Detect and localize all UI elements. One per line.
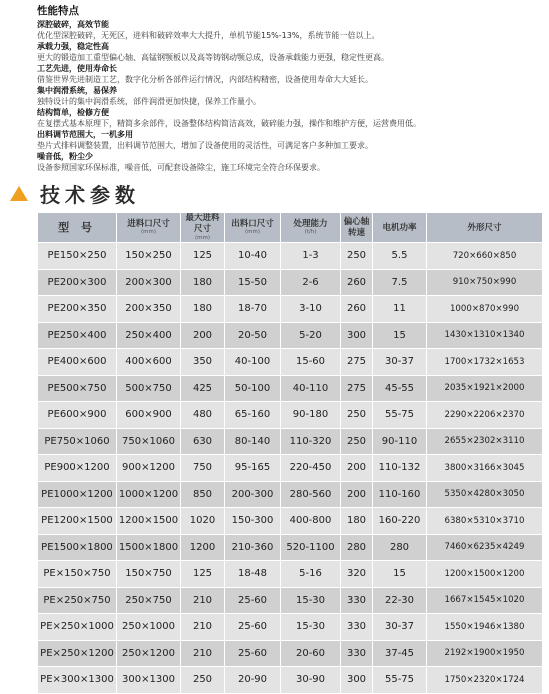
features-section — [37, 4, 542, 173]
table-cell: 200×350 — [117, 296, 181, 323]
column-header — [181, 213, 225, 243]
table-cell: 30-37 — [373, 349, 427, 376]
table-cell: 40-100 — [225, 349, 281, 376]
column-header — [427, 213, 543, 243]
table-cell: 15 — [373, 561, 427, 588]
table-cell: 18-48 — [225, 561, 281, 588]
table-cell: PE×250×1200 — [38, 640, 117, 667]
table-cell: 425 — [181, 375, 225, 402]
table-row — [38, 349, 543, 376]
table-row — [38, 455, 543, 482]
table-cell: 250 — [181, 667, 225, 694]
table-row — [38, 508, 543, 535]
table-cell: 90-180 — [281, 402, 341, 429]
table-cell: PE400×600 — [38, 349, 117, 376]
table-cell: 1750×2320×1724 — [427, 667, 543, 694]
column-header — [341, 213, 373, 243]
table-cell: PE150×250 — [38, 243, 117, 270]
table-cell: 1500×1800 — [117, 534, 181, 561]
column-header-unit: (mm) — [244, 229, 260, 235]
column-header-label: 外形尺寸 — [467, 222, 502, 233]
table-cell: 5350×4280×3050 — [427, 481, 543, 508]
feature-heading: 结构简单，检修方便 — [37, 108, 109, 117]
table-cell: 55-75 — [373, 402, 427, 429]
table-row — [38, 428, 543, 455]
table-cell: PE200×300 — [38, 269, 117, 296]
column-header-label: 出料口尺寸 — [231, 219, 274, 229]
column-header-label: 型 号 — [58, 220, 96, 234]
table-cell: 180 — [181, 269, 225, 296]
table-cell: 900×1200 — [117, 455, 181, 482]
table-cell: 200 — [341, 455, 373, 482]
table-cell: 300 — [341, 667, 373, 694]
table-cell: 330 — [341, 614, 373, 641]
column-header-label: 处理能力 — [293, 219, 328, 229]
column-header-unit: (mm) — [140, 229, 156, 235]
table-cell: 250×1000 — [117, 614, 181, 641]
table-cell: 90-110 — [373, 428, 427, 455]
table-cell: 200-300 — [225, 481, 281, 508]
column-header-unit: (t/h) — [304, 229, 317, 235]
column-header — [38, 213, 117, 243]
table-cell: 250 — [341, 402, 373, 429]
table-cell: 280 — [373, 534, 427, 561]
tech-params-title: 技术参数 — [40, 182, 140, 207]
table-cell: 1200 — [181, 534, 225, 561]
table-row — [38, 561, 543, 588]
table-cell: 20-60 — [281, 640, 341, 667]
table-cell: 40-110 — [281, 375, 341, 402]
table-cell: 25-60 — [225, 640, 281, 667]
table-cell: 720×660×850 — [427, 243, 543, 270]
table-cell: 750×1060 — [117, 428, 181, 455]
column-header-label: 进料口尺寸 — [127, 219, 170, 229]
table-cell: 1430×1310×1340 — [427, 322, 543, 349]
table-cell: 600×900 — [117, 402, 181, 429]
spec-table — [37, 212, 543, 694]
table-cell: 5.5 — [373, 243, 427, 270]
table-row — [38, 322, 543, 349]
table-cell: 275 — [341, 375, 373, 402]
table-cell: 150×750 — [117, 561, 181, 588]
table-cell: PE1500×1800 — [38, 534, 117, 561]
table-cell: 250×750 — [117, 587, 181, 614]
column-header — [373, 213, 427, 243]
table-cell: 330 — [341, 587, 373, 614]
table-cell: 3800×3166×3045 — [427, 455, 543, 482]
table-cell: PE200×350 — [38, 296, 117, 323]
table-cell: 22-30 — [373, 587, 427, 614]
table-row — [38, 296, 543, 323]
column-header — [281, 213, 341, 243]
table-cell: 30-37 — [373, 614, 427, 641]
feature-text: 独特设计的集中润滑系统，部件润滑更加快捷，保养工作量小。 — [37, 97, 261, 106]
table-cell: 220-450 — [281, 455, 341, 482]
table-row — [38, 640, 543, 667]
table-cell: 850 — [181, 481, 225, 508]
table-cell: 1700×1732×1653 — [427, 349, 543, 376]
table-cell: 200 — [181, 322, 225, 349]
table-cell: 15-30 — [281, 587, 341, 614]
column-header-label: 最大进料 尺寸 — [185, 213, 220, 234]
table-row — [38, 667, 543, 694]
column-header-label: 偏心轴 转速 — [343, 216, 370, 238]
table-cell: 1000×870×990 — [427, 296, 543, 323]
feature-text: 垫片式排料调整装置，出料调节范围大，增加了设备使用的灵活性，可满足客户多种加工要求。 — [37, 141, 373, 150]
table-cell: 180 — [181, 296, 225, 323]
column-header-unit: (mm) — [194, 235, 210, 241]
table-cell: 11 — [373, 296, 427, 323]
table-cell: 18-70 — [225, 296, 281, 323]
table-cell: 125 — [181, 561, 225, 588]
table-cell: 210 — [181, 614, 225, 641]
table-cell: 630 — [181, 428, 225, 455]
table-cell: 25-60 — [225, 614, 281, 641]
table-cell: PE750×1060 — [38, 428, 117, 455]
table-cell: 1-3 — [281, 243, 341, 270]
table-cell: 250×1200 — [117, 640, 181, 667]
table-row — [38, 402, 543, 429]
table-cell: 15 — [373, 322, 427, 349]
table-cell: 160-220 — [373, 508, 427, 535]
feature-text: 设备参照国家环保标准，噪音低，可配套设备除尘，施工环境完全符合环保要求。 — [37, 163, 325, 172]
table-cell: 65-160 — [225, 402, 281, 429]
table-cell: 480 — [181, 402, 225, 429]
table-cell: 2655×2302×3110 — [427, 428, 543, 455]
table-cell: 200×300 — [117, 269, 181, 296]
table-cell: 250 — [341, 428, 373, 455]
table-row — [38, 614, 543, 641]
feature-heading: 承载力强，稳定性高 — [37, 42, 109, 51]
table-cell: PE250×400 — [38, 322, 117, 349]
table-cell: PE×250×1000 — [38, 614, 117, 641]
table-cell: 1000×1200 — [117, 481, 181, 508]
table-cell: 1200×1500 — [117, 508, 181, 535]
table-cell: 80-140 — [225, 428, 281, 455]
table-header-row — [38, 213, 543, 243]
table-cell: 520-1100 — [281, 534, 341, 561]
table-cell: 10-40 — [225, 243, 281, 270]
table-cell: 25-60 — [225, 587, 281, 614]
table-cell: 37-45 — [373, 640, 427, 667]
table-cell: PE×300×1300 — [38, 667, 117, 694]
table-cell: 2290×2206×2370 — [427, 402, 543, 429]
table-cell: 95-165 — [225, 455, 281, 482]
feature-text: 更大的锻造加工重型偏心轴、高锰钢颚板以及高等铸钢动颚总成，设备承载能力更强，稳定性更高。 — [37, 53, 389, 62]
feature-heading: 深腔破碎，高效节能 — [37, 20, 109, 29]
table-cell: 210 — [181, 640, 225, 667]
table-cell: PE1200×1500 — [38, 508, 117, 535]
table-cell: 30-90 — [281, 667, 341, 694]
table-cell: 2192×1900×1950 — [427, 640, 543, 667]
table-cell: 910×750×990 — [427, 269, 543, 296]
table-cell: PE×150×750 — [38, 561, 117, 588]
feature-heading: 集中润滑系统，易保养 — [37, 86, 117, 95]
table-cell: 275 — [341, 349, 373, 376]
table-cell: PE600×900 — [38, 402, 117, 429]
table-cell: 110-132 — [373, 455, 427, 482]
table-cell: 300 — [341, 322, 373, 349]
table-cell: 20-90 — [225, 667, 281, 694]
table-cell: 7.5 — [373, 269, 427, 296]
features-title: 性能特点 — [37, 5, 79, 17]
table-cell: 1550×1946×1380 — [427, 614, 543, 641]
table-cell: 1200×1500×1200 — [427, 561, 543, 588]
table-cell: PE1000×1200 — [38, 481, 117, 508]
table-row — [38, 481, 543, 508]
column-header — [225, 213, 281, 243]
feature-heading: 工艺先进，使用寿命长 — [37, 64, 117, 73]
table-cell: 400×600 — [117, 349, 181, 376]
table-cell: 50-100 — [225, 375, 281, 402]
feature-text: 优化型深腔破碎，无死区，进料和破碎效率大大提升，单机节能15%-13%，系统节能一倍以上。 — [37, 31, 380, 40]
table-cell: 280 — [341, 534, 373, 561]
column-header — [117, 213, 181, 243]
table-cell: 180 — [341, 508, 373, 535]
table-cell: 3-10 — [281, 296, 341, 323]
table-cell: PE×250×750 — [38, 587, 117, 614]
table-cell: 110-160 — [373, 481, 427, 508]
feature-heading: 噪音低，粉尘少 — [37, 152, 93, 161]
table-cell: 2-6 — [281, 269, 341, 296]
table-cell: 45-55 — [373, 375, 427, 402]
table-cell: 6380×5310×3710 — [427, 508, 543, 535]
table-cell: 210-360 — [225, 534, 281, 561]
table-cell: 7460×6235×4249 — [427, 534, 543, 561]
table-row — [38, 375, 543, 402]
table-cell: 500×750 — [117, 375, 181, 402]
table-cell: 5-20 — [281, 322, 341, 349]
table-cell: 260 — [341, 296, 373, 323]
table-cell: 320 — [341, 561, 373, 588]
table-cell: PE900×1200 — [38, 455, 117, 482]
table-cell: 15-30 — [281, 614, 341, 641]
table-cell: 55-75 — [373, 667, 427, 694]
table-row — [38, 243, 543, 270]
table-cell: 15-50 — [225, 269, 281, 296]
table-cell: PE500×750 — [38, 375, 117, 402]
feature-heading: 出料调节范围大，一机多用 — [37, 130, 133, 139]
table-cell: 2035×1921×2000 — [427, 375, 543, 402]
triangle-bullet-icon — [10, 186, 28, 201]
column-header-label: 电机功率 — [382, 222, 417, 233]
table-cell: 400-800 — [281, 508, 341, 535]
table-cell: 250×400 — [117, 322, 181, 349]
table-row — [38, 269, 543, 296]
table-cell: 15-60 — [281, 349, 341, 376]
table-cell: 260 — [341, 269, 373, 296]
table-cell: 250 — [341, 243, 373, 270]
table-cell: 125 — [181, 243, 225, 270]
table-cell: 110-320 — [281, 428, 341, 455]
table-cell: 210 — [181, 587, 225, 614]
table-cell: 1667×1545×1020 — [427, 587, 543, 614]
table-cell: 300×1300 — [117, 667, 181, 694]
table-cell: 5-16 — [281, 561, 341, 588]
table-cell: 750 — [181, 455, 225, 482]
table-cell: 280-560 — [281, 481, 341, 508]
table-row — [38, 587, 543, 614]
table-cell: 200 — [341, 481, 373, 508]
table-cell: 20-50 — [225, 322, 281, 349]
table-cell: 1020 — [181, 508, 225, 535]
tech-params-heading — [10, 180, 140, 206]
table-cell: 350 — [181, 349, 225, 376]
feature-text: 在复摆式基本原理下，精简多余部件，设备整体结构简洁高效，破碎能力强，操作和维护方便，运营费用低。 — [37, 119, 421, 128]
table-cell: 150-300 — [225, 508, 281, 535]
feature-text: 借鉴世界先进制造工艺，数字化分析各部件运行情况，内部结构精密，设备使用寿命大大延长。 — [37, 75, 373, 84]
table-cell: 150×250 — [117, 243, 181, 270]
table-cell: 330 — [341, 640, 373, 667]
table-row — [38, 534, 543, 561]
